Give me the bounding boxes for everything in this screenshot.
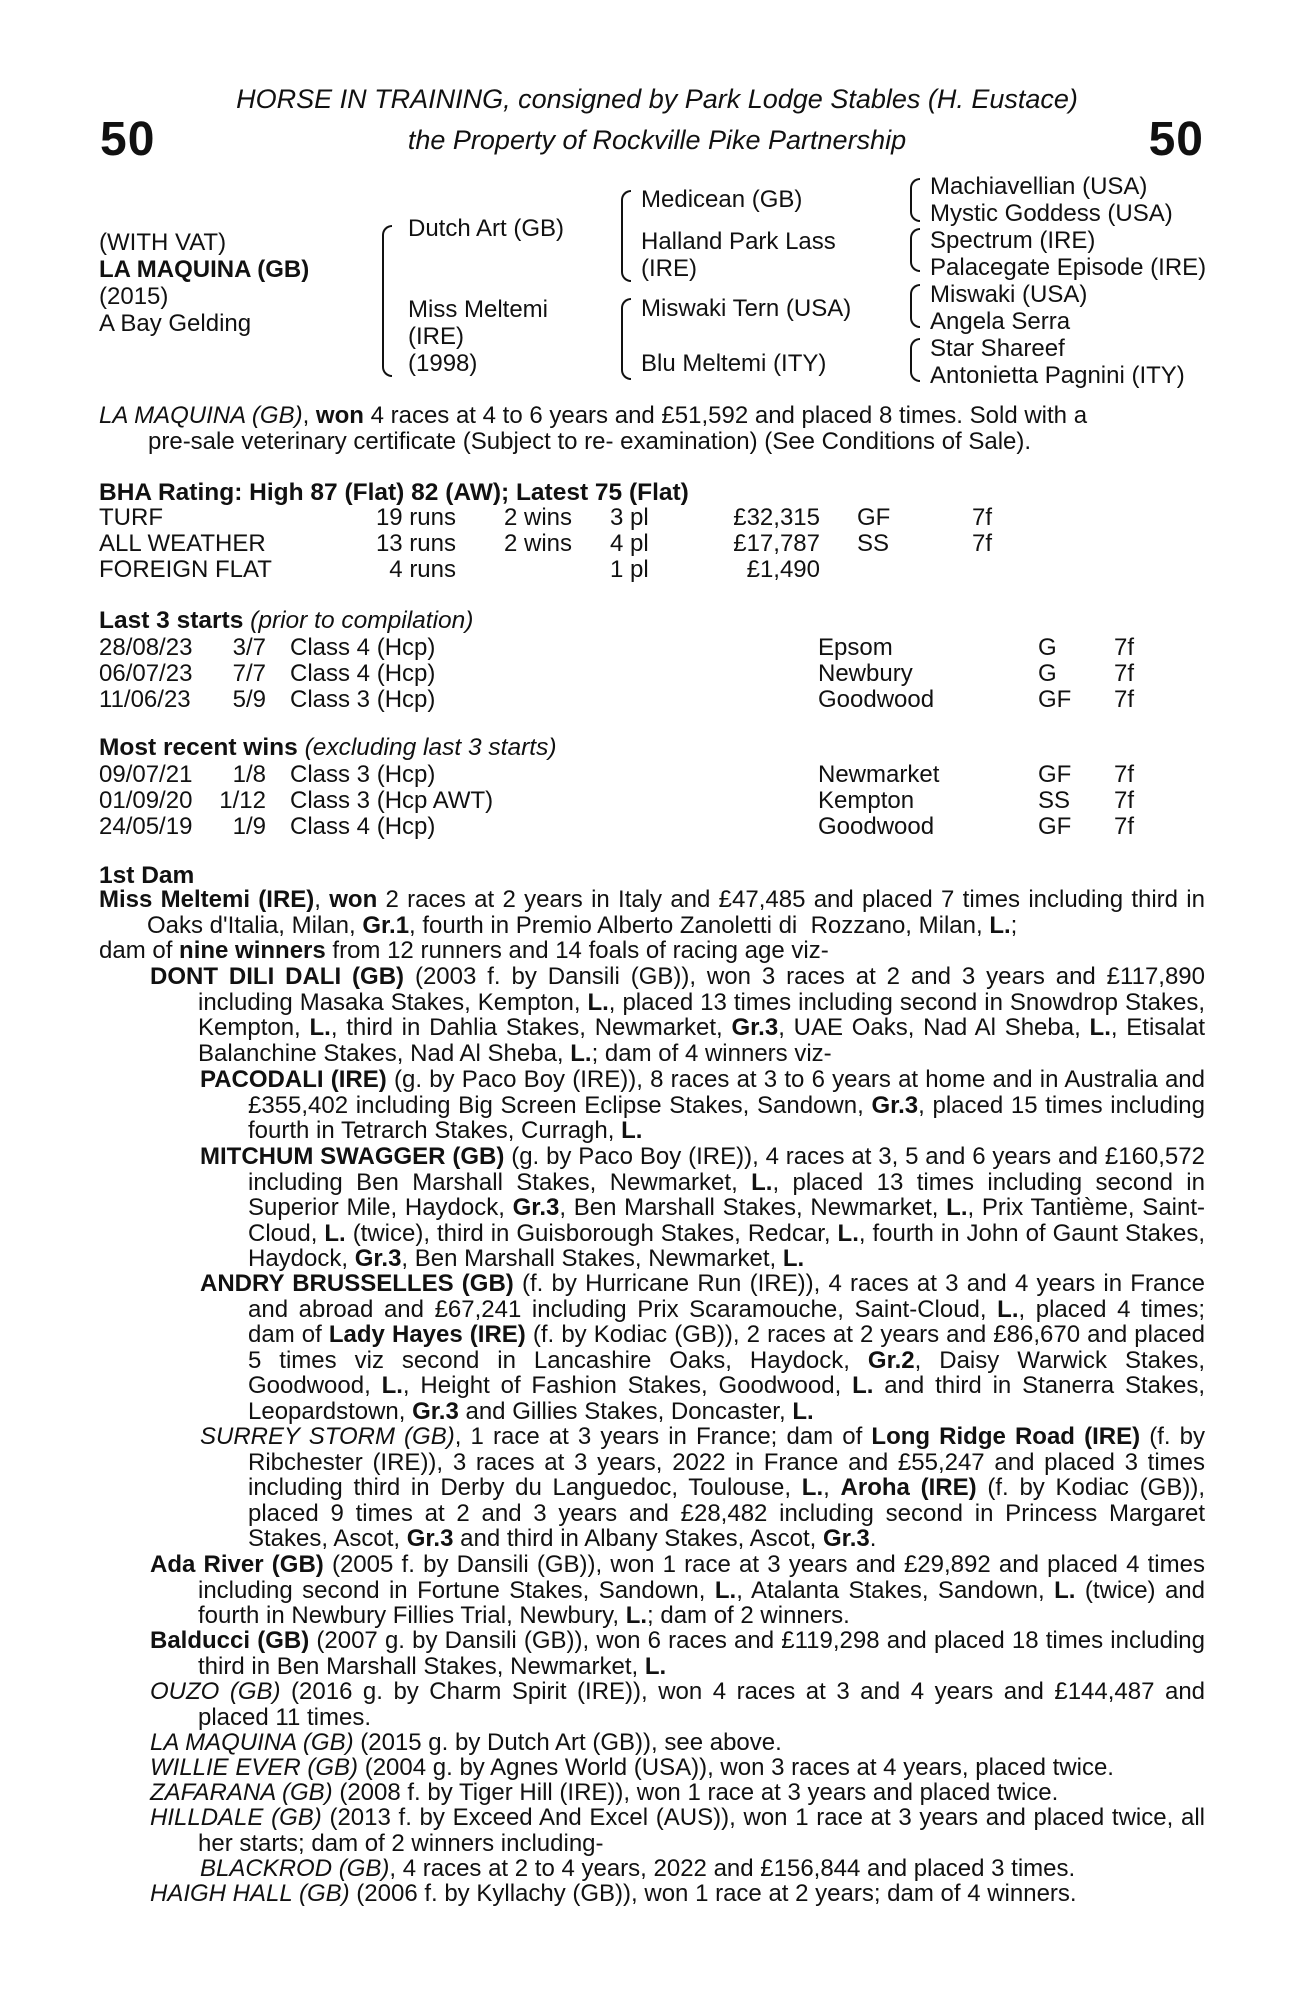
produce-blackrod: BLACKROD (GB), 4 races at 2 to 4 years, 2022 and £156,844 and placed 3 times.: [200, 1855, 1076, 1882]
produce-hilldale: HILLDALE (GB) (2013 f. by Exceed And Excel (AUS)), won 1 race at 3 years and placed twice, all her starts; dam of 2 winners including-: [150, 1804, 1205, 1857]
pedigree-dam-dam: Blu Meltemi (ITY): [641, 350, 827, 377]
owner-line: the Property of Rockville Pike Partnership: [407, 125, 907, 155]
start-course: Goodwood: [818, 686, 935, 713]
rating-surface: FOREIGN FLAT: [99, 556, 272, 583]
last3-heading: Last 3 starts: [99, 607, 244, 634]
produce-la-maquina: LA MAQUINA (GB) (2015 g. by Dutch Art (GB)), see above.: [150, 1729, 782, 1756]
produce-andry-brusselles: ANDRY BRUSSELLES (GB) (f. by Hurricane Run (IRE)), 4 races at 3 and 4 years in France and abroad and £67,241 including Prix Scaramouche, Saint-Cloud, L., placed 4 times; dam of Lady Hayes (IRE) (f. by Kodiac (GB)), 2 races at 2 years and £86,670 and placed 5 times viz second in Lancashire Oaks, Haydock, Gr.2, Daisy Warwick Stakes, Goodwood, L., Height of Fashion Stakes, Goodwood, L. and third in Stanerra Stakes, Leopardstown, Gr.3 and Gillies Stakes, Doncaster, L.: [200, 1270, 1206, 1425]
rating-money: £32,315: [733, 504, 820, 531]
pedigree-brace-g2: [910, 228, 920, 272]
pedigree-g2b: Palacegate Episode (IRE): [930, 254, 1207, 281]
pedigree-dam-sire: Miswaki Tern (USA): [641, 295, 852, 322]
rating-wins: 2 wins: [503, 530, 572, 557]
pedigree-sire: Dutch Art (GB): [408, 215, 565, 242]
lot-number-right: 50: [1148, 113, 1204, 166]
produce-zafarana: ZAFARANA (GB) (2008 f. by Tiger Hill (IRE)), won 1 race at 3 years and placed twice.: [150, 1779, 1059, 1806]
pedigree-g1b: Mystic Goddess (USA): [930, 200, 1173, 227]
wins-heading-line: [99, 734, 556, 762]
win-date: 09/07/21: [99, 761, 193, 788]
pedigree-g3a: Miswaki (USA): [930, 281, 1088, 308]
rating-placed: 4 pl: [610, 530, 649, 557]
win-course: Kempton: [818, 787, 915, 814]
summary-rest-1: 4 races at 4 to 6 years and £51,592 and placed 8 times. Sold with a: [363, 402, 1088, 429]
start-position: 3/7: [232, 634, 266, 661]
pedigree-g2a: Spectrum (IRE): [930, 227, 1096, 254]
win-row: [0, 787, 1314, 813]
pedigree-brace-main: [382, 225, 392, 377]
start-going: G: [1038, 634, 1057, 661]
start-distance: 7f: [1114, 634, 1135, 661]
pedigree-sire-sire: Medicean (GB): [641, 186, 803, 213]
rating-money: £1,490: [746, 556, 820, 583]
lot-number-left: 50: [100, 113, 156, 166]
rating-row: [0, 556, 1314, 582]
win-course: Goodwood: [818, 813, 935, 840]
win-class: Class 3 (Hcp AWT): [290, 787, 494, 814]
win-row: [0, 761, 1314, 787]
start-distance: 7f: [1114, 660, 1135, 687]
start-class: Class 4 (Hcp): [290, 634, 436, 661]
produce-ouzo: OUZO (GB) (2016 g. by Charm Spirit (IRE)), won 4 races at 3 and 4 years and £144,487 and placed 11 times.: [150, 1678, 1206, 1731]
win-distance: 7f: [1114, 761, 1135, 788]
win-distance: 7f: [1114, 813, 1135, 840]
start-row: [0, 634, 1314, 660]
pedigree-g4b: Antonietta Pagnini (ITY): [930, 362, 1185, 389]
pedigree-brace-sire: [621, 190, 631, 282]
pedigree-brace-g3: [910, 284, 920, 328]
win-date: 01/09/20: [99, 787, 193, 814]
summary-horse-name: LA MAQUINA (GB): [99, 402, 303, 429]
summary-line-1: LA MAQUINA (GB), won 4 races at 4 to 6 years and £51,592 and placed 8 times. Sold with a: [99, 402, 1088, 429]
pedigree-sire-dam-1: Halland Park Lass: [641, 228, 836, 255]
win-going: GF: [1038, 761, 1072, 788]
win-row: [0, 813, 1314, 839]
pedigree-g3b: Angela Serra: [930, 308, 1071, 335]
pedigree-brace-g4: [910, 338, 920, 382]
win-class: Class 3 (Hcp): [290, 761, 436, 788]
pedigree-brace-g1: [910, 178, 920, 222]
produce-balducci: Balducci (GB) (2007 g. by Dansili (GB)), won 6 races and £119,298 and placed 18 times including third in Ben Marshall Stakes, Newmarket, L.: [150, 1627, 1205, 1680]
produce-dont-dili-dali: DONT DILI DALI (GB) (2003 f. by Dansili (GB)), won 3 races at 2 and 3 years and £117,890 including Masaka Stakes, Kempton, L., placed 13 times including second in Snowdrop Stakes, Kempton, L., third in Dahlia Stakes, Newmarket, Gr.3, UAE Oaks, Nad Al Sheba, L., Etisalat Balanchine Stakes, Nad Al Sheba, L.; dam of 4 winners viz-: [150, 963, 1206, 1067]
rating-going: GF: [857, 504, 891, 531]
win-going: GF: [1038, 813, 1072, 840]
summary-line-2: pre-sale veterinary certificate (Subject to re- examination) (See Conditions of Sale).: [148, 428, 1032, 455]
last3-heading-line: [99, 607, 473, 635]
produce-haigh-hall: HAIGH HALL (GB) (2006 f. by Kyllachy (GB)), won 1 race at 2 years; dam of 4 winners.: [150, 1880, 1077, 1907]
rating-wins: 2 wins: [503, 504, 572, 531]
win-going: SS: [1038, 787, 1071, 814]
vat-note: (WITH VAT): [99, 229, 227, 256]
start-class: Class 3 (Hcp): [290, 686, 436, 713]
rating-runs: 19 runs: [375, 504, 456, 531]
pedigree-dam-country: (IRE): [408, 323, 464, 350]
start-going: G: [1038, 660, 1057, 687]
win-course: Newmarket: [818, 761, 940, 788]
win-class: Class 4 (Hcp): [290, 813, 436, 840]
produce-pacodali: PACODALI (IRE) (g. by Paco Boy (IRE)), 8 races at 3 to 6 years at home and in Australia and £355,402 including Big Screen Eclipse Stakes, Sandown, Gr.3, placed 15 times including fourth in Tetrarch Stakes, Curragh, L.: [200, 1066, 1206, 1144]
win-date: 24/05/19: [99, 813, 193, 840]
rating-placed: 1 pl: [610, 556, 649, 583]
wins-note: (excluding last 3 starts): [297, 734, 557, 761]
wins-heading: Most recent wins: [99, 734, 298, 761]
rating-runs: 13 runs: [375, 530, 456, 557]
win-distance: 7f: [1114, 787, 1135, 814]
rating-heading: BHA Rating: High 87 (Flat) 82 (AW); Latest 75 (Flat): [99, 479, 689, 506]
win-position: 1/8: [232, 761, 266, 788]
start-date: 11/06/23: [99, 686, 191, 713]
first-dam-entry: Miss Meltemi (IRE), won 2 races at 2 years in Italy and £47,485 and placed 7 times including third in Oaks d'Italia, Milan, Gr.1, fourth in Premio Alberto Zanoletti di Rozzano, Milan, L.; dam of nine winners from 12 runners and 14 foals of racing age viz-: [99, 886, 1205, 964]
last3-note: (prior to compilation): [243, 607, 474, 634]
pedigree-brace-dam: [621, 298, 631, 380]
produce-ada-river: Ada River (GB) (2005 f. by Dansili (GB)), won 1 race at 3 years and £29,892 and placed 4 times including second in Fortune Stakes, Sandown, L., Atalanta Stakes, Sandown, L. (twice) and fourth in Newbury Fillies Trial, Newbury, L.; dam of 2 winners.: [150, 1551, 1205, 1629]
rating-money: £17,787: [733, 530, 820, 557]
rating-runs: 4 runs: [389, 556, 456, 583]
start-row: [0, 686, 1314, 712]
first-dam-heading: 1st Dam: [99, 862, 195, 889]
pedigree-dam-name: Miss Meltemi: [408, 296, 549, 323]
start-position: 7/7: [232, 660, 266, 687]
rating-going: SS: [857, 530, 890, 557]
rating-distance: 7f: [972, 530, 993, 557]
pedigree-dam-year: (1998): [408, 350, 478, 377]
rating-distance: 7f: [972, 504, 993, 531]
rating-surface: TURF: [99, 504, 163, 531]
win-position: 1/9: [232, 813, 266, 840]
win-position: 1/12: [219, 787, 266, 814]
produce-willie-ever: WILLIE EVER (GB) (2004 g. by Agnes World (USA)), won 3 races at 4 years, placed twice.: [150, 1754, 1114, 1781]
start-going: GF: [1038, 686, 1072, 713]
start-course: Newbury: [818, 660, 913, 687]
start-date: 28/08/23: [99, 634, 193, 661]
horse-name: LA MAQUINA (GB): [99, 256, 310, 283]
start-date: 06/07/23: [99, 660, 193, 687]
start-course: Epsom: [818, 634, 893, 661]
start-distance: 7f: [1114, 686, 1135, 713]
rating-row: [0, 530, 1314, 556]
rating-surface: ALL WEATHER: [99, 530, 266, 557]
consignor-line: HORSE IN TRAINING, consigned by Park Lodge Stables (H. Eustace): [236, 84, 1078, 114]
start-class: Class 4 (Hcp): [290, 660, 436, 687]
rating-row: [0, 504, 1314, 530]
pedigree-g4a: Star Shareef: [930, 335, 1065, 362]
horse-year: (2015): [99, 283, 169, 310]
rating-placed: 3 pl: [610, 504, 649, 531]
start-position: 5/9: [232, 686, 266, 713]
produce-mitchum-swagger: MITCHUM SWAGGER (GB) (g. by Paco Boy (IRE)), 4 races at 3, 5 and 6 years and £160,572 including Ben Marshall Stakes, Newmarket, L., placed 13 times including second in Superior Mile, Haydock, Gr.3, Ben Marshall Stakes, Newmarket, L., Prix Tantième, Saint-Cloud, L. (twice), third in Guisborough Stakes, Redcar, L., fourth in John of Gaunt Stakes, Haydock, Gr.3, Ben Marshall Stakes, Newmarket, L.: [200, 1143, 1206, 1272]
horse-description: A Bay Gelding: [99, 310, 252, 337]
produce-surrey-storm: SURREY STORM (GB), 1 race at 3 years in France; dam of Long Ridge Road (IRE) (f. by Ribchester (IRE)), 3 races at 3 years, 2022 in France and £55,247 and placed 3 times including third in Derby du Languedoc, Toulouse, L., Aroha (IRE) (f. by Kodiac (GB)), placed 9 times at 2 and 3 years and £28,482 including second in Princess Margaret Stakes, Ascot, Gr.3 and third in Albany Stakes, Ascot, Gr.3.: [200, 1423, 1206, 1552]
pedigree-g1a: Machiavellian (USA): [930, 173, 1148, 200]
pedigree-sire-dam-2: (IRE): [641, 255, 697, 282]
start-row: [0, 660, 1314, 686]
summary-won: won: [315, 402, 364, 429]
